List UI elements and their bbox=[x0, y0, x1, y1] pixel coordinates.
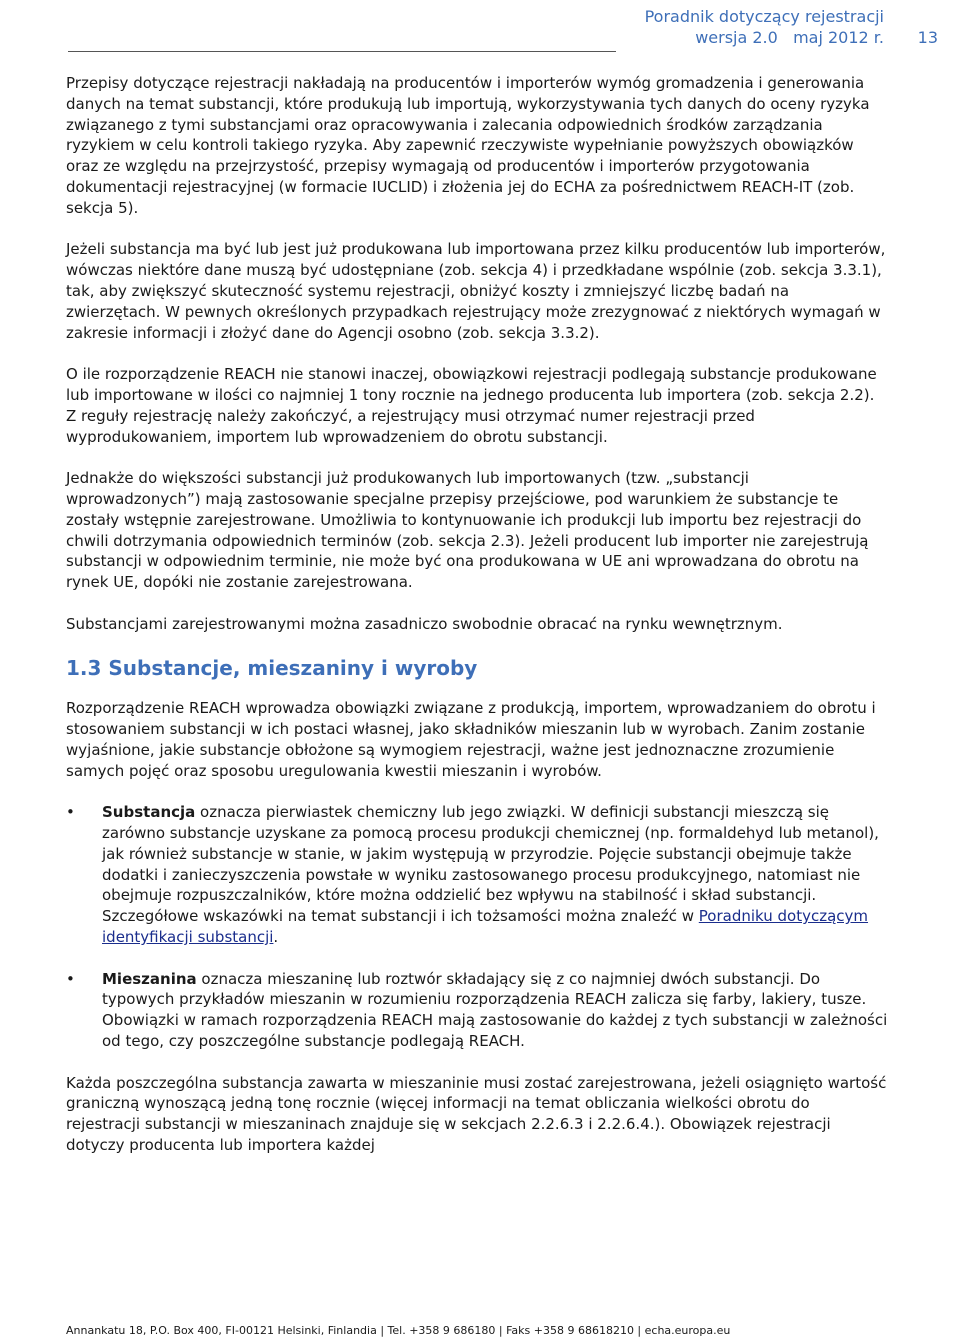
version: wersja 2.0 bbox=[695, 28, 778, 47]
list-item bbox=[66, 802, 888, 948]
section-intro: Rozporządzenie REACH wprowadza obowiązki związane z produkcją, importem, wprowadzaniem do obrotu i stosowaniem substancji w ich postaci własnej, jako składników mieszanin lub w wyrobach. Zanim zostanie wyjaśnione, jakie substancje obłożone są wymogiem rejestracji, ważne jest jednoznaczne zrozumienie samych pojęć oraz sposobu uregulowania kwestii mieszanin i wyrobów. bbox=[66, 699, 876, 780]
definition-text: oznacza pierwiastek chemiczny lub jego związki. W definicji substancji mieszczą się zarówno substancje uzyskane za pomocą procesu produkcji chemicznej (np. formaldehyd lub metanol), jak również substancje w stanie, w jakim występują w przyrodzie. Pojęcie substancji obejmuje także dodatki i zanieczyszczenia powstałe w wyniku zastosowanego procesu produkcyjnego, natomiast nie obejmuje rozpuszczalników, które można oddzielić bez wpływu na stabilność i skład substancji. Szczegółowe wskazówki na temat substancji i ich tożsamości można znaleźć w bbox=[102, 803, 879, 926]
guidance-link[interactable]: Poradniku dotyczącym identyfikacji substancji bbox=[102, 907, 869, 947]
header-divider bbox=[68, 51, 616, 52]
page-number: 13 bbox=[917, 28, 938, 47]
section-heading: 1.3 Substancje, mieszaniny i wyroby bbox=[66, 656, 478, 681]
bullet-icon: • bbox=[66, 969, 75, 988]
term-mieszanina: Mieszanina bbox=[102, 969, 197, 988]
paragraph-3: O ile rozporządzenie REACH nie stanowi inaczej, obowiązkowi rejestracji podlegają substancje produkowane lub importowane w ilości co najmniej 1 tony rocznie na jednego producenta lub importera (zob. sekcja 2.2). Z reguły rejestrację należy zakończyć, a rejestrujący musi otrzymać numer rejestracji przed wyprodukowaniem, importem lub wprowadzeniem do obrotu substancji. bbox=[66, 365, 877, 446]
paragraph-4: Jednakże do większości substancji już produkowanych lub importowanych (tzw. „substancji wprowadzonych”) mają zastosowanie specjalne przepisy przejściowe, pod warunkiem że substancje te zostały wstępnie zarejestrowane. Umożliwia to kontynuowanie ich produkcji lub importu bez rejestracji do chwili dotrzymania odpowiednich terminów (zob. sekcja 2.3). Jeżeli producent lub importer nie zarejestrują substancji w odpowiednim terminie, nie może być ona produkowana w UE ani wprowadzana do obrotu na rynek UE, dopóki nie zostanie zarejestrowana. bbox=[66, 469, 869, 592]
closing-paragraph: Każda poszczególna substancja zawarta w mieszaninie musi zostać zarejestrowana, jeżeli osiągnięto wartość graniczną wynoszącą jedną tonę rocznie (więcej informacji na temat obliczania wielkości obrotu do rejestracji substancji w mieszaninach znajduje się w sekcjach 2.2.6.3 i 2.2.6.4.). Obowiązek rejestracji dotyczy producenta lub importera każdej bbox=[66, 1073, 887, 1155]
term-substancja: Substancja bbox=[102, 803, 196, 822]
version-line bbox=[645, 27, 884, 48]
paragraph-5: Substancjami zarejestrowanymi można zasadniczo swobodnie obracać na rynku wewnętrznym. bbox=[66, 614, 783, 633]
list-item bbox=[66, 969, 888, 1052]
page-footer: Annankatu 18, P.O. Box 400, FI-00121 Helsinki, Finlandia | Tel. +358 9 686180 | Faks +358 9 68618210 | echa.europa.eu bbox=[66, 1324, 731, 1337]
paragraph-1: Przepisy dotyczące rejestracji nakładają na producentów i importerów wymóg gromadzenia i generowania danych na temat substancji, które produkują lub importują, wykorzystywania tych danych do oceny ryzyka związanego z tymi substancjami oraz opracowywania i zalecania odpowiednich środków zarządzania ryzykiem w celu kontroli takiego ryzyka. Aby zapewnić rzeczywiste wypełnianie powyższych obowiązków oraz ze względu na przejrzystość, przepisy wymagają od producentów i importerów przygotowania dokumentacji rejestracyjnej (w formacie IUCLID) i złożenia jej do ECHA za pośrednictwem REACH-IT (zob. sekcja 5). bbox=[66, 74, 870, 217]
page-header bbox=[644, 6, 938, 48]
document-title: Poradnik dotyczący rejestracji bbox=[644, 7, 884, 26]
document-body bbox=[66, 73, 888, 1177]
definition-list bbox=[66, 802, 888, 1052]
paragraph-2: Jeżeli substancja ma być lub jest już produkowana lub importowana przez kilku producentów lub importerów, wówczas niektóre dane muszą być udostępniane (zob. sekcja 4) i przedkładane wspólnie (zob. sekcja 3.3.1), tak, aby zwiększyć skuteczność systemu rejestracji, obniżyć koszty i zmniejszyć liczbę badań na zwierzętach. W pewnych określonych przypadkach rejestrujący może zrezygnować z niektórych wymagań w zakresie informacji i złożyć dane do Agencji osobno (zob. sekcja 3.3.2). bbox=[66, 240, 886, 342]
bullet-icon: • bbox=[66, 803, 75, 822]
date: maj 2012 r. bbox=[793, 28, 884, 47]
definition-text: oznacza mieszaninę lub roztwór składający się z co najmniej dwóch substancji. Do typowych przykładów mieszanin w rozumieniu rozporządzenia REACH zalicza się farby, lakiery, tusze. Obowiązki w ramach rozporządzenia REACH mają zastosowanie do każdej z tych substancji w zależności od tego, czy poszczególne substancje podlegają REACH. bbox=[102, 969, 888, 1051]
definition-end: . bbox=[273, 928, 279, 947]
